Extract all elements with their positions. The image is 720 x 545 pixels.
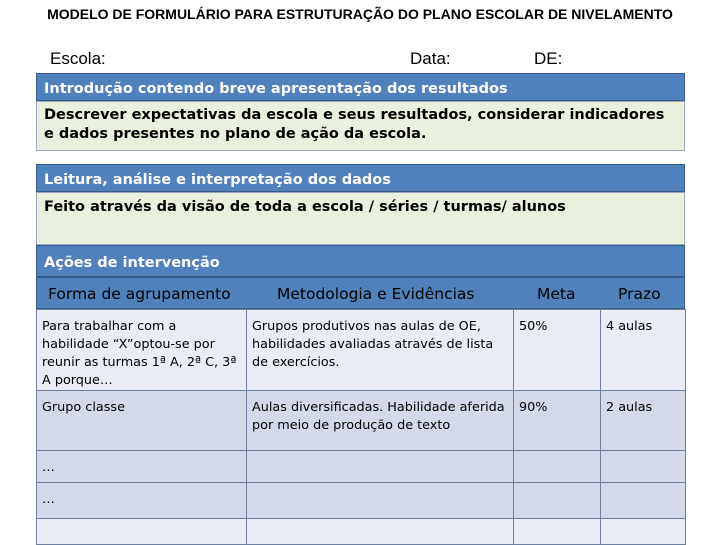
cell-meta [514, 519, 601, 545]
acoes-table [36, 309, 686, 545]
table-row [37, 391, 686, 451]
leitura-header: Leitura, análise e interpretação dos dados [36, 164, 685, 192]
cell-metodologia: Grupos produtivos nas aulas de OE, habilidades avaliadas através de lista de exercícios. [247, 310, 514, 391]
escola-label: Escola: [50, 49, 106, 68]
cell-agrupamento: Grupo classe [37, 391, 247, 451]
cell-prazo: 4 aulas [601, 310, 686, 391]
col-header-agrupamento: Forma de agrupamento [48, 285, 231, 303]
data-label: Data: [410, 49, 451, 68]
col-header-prazo: Prazo [618, 285, 661, 303]
table-row [37, 310, 686, 391]
cell-prazo [601, 451, 686, 483]
cell-meta [514, 483, 601, 519]
page-title: MODELO DE FORMULÁRIO PARA ESTRUTURAÇÃO DO PLANO ESCOLAR DE NIVELAMENTO [47, 6, 673, 22]
intro-body: Descrever expectativas da escola e seus resultados, considerar indicadores e dados presentes no plano de ação da escola. [36, 101, 685, 151]
cell-prazo [601, 519, 686, 545]
cell-metodologia [247, 483, 514, 519]
col-header-meta: Meta [537, 285, 576, 303]
table-row [37, 519, 686, 545]
table-row [37, 451, 686, 483]
cell-agrupamento: Para trabalhar com a habilidade “X”optou-se por reunir as turmas 1ª A, 2ª C, 3ª A porque… [37, 310, 247, 391]
table-column-header [36, 277, 685, 309]
cell-metodologia [247, 451, 514, 483]
cell-meta: 90% [514, 391, 601, 451]
acoes-header: Ações de intervenção [36, 245, 685, 277]
leitura-body: Feito através da visão de toda a escola / séries / turmas/ alunos [36, 192, 685, 245]
cell-metodologia: Aulas diversificadas. Habilidade aferida por meio de produção de texto [247, 391, 514, 451]
cell-meta: 50% [514, 310, 601, 391]
cell-prazo [601, 483, 686, 519]
cell-metodologia [247, 519, 514, 545]
cell-agrupamento [37, 519, 247, 545]
table-row [37, 483, 686, 519]
cell-agrupamento: … [37, 451, 247, 483]
intro-header: Introdução contendo breve apresentação dos resultados [36, 73, 685, 101]
cell-agrupamento: … [37, 483, 247, 519]
cell-meta [514, 451, 601, 483]
col-header-metodologia: Metodologia e Evidências [277, 285, 475, 303]
de-label: DE: [534, 49, 563, 68]
cell-prazo: 2 aulas [601, 391, 686, 451]
